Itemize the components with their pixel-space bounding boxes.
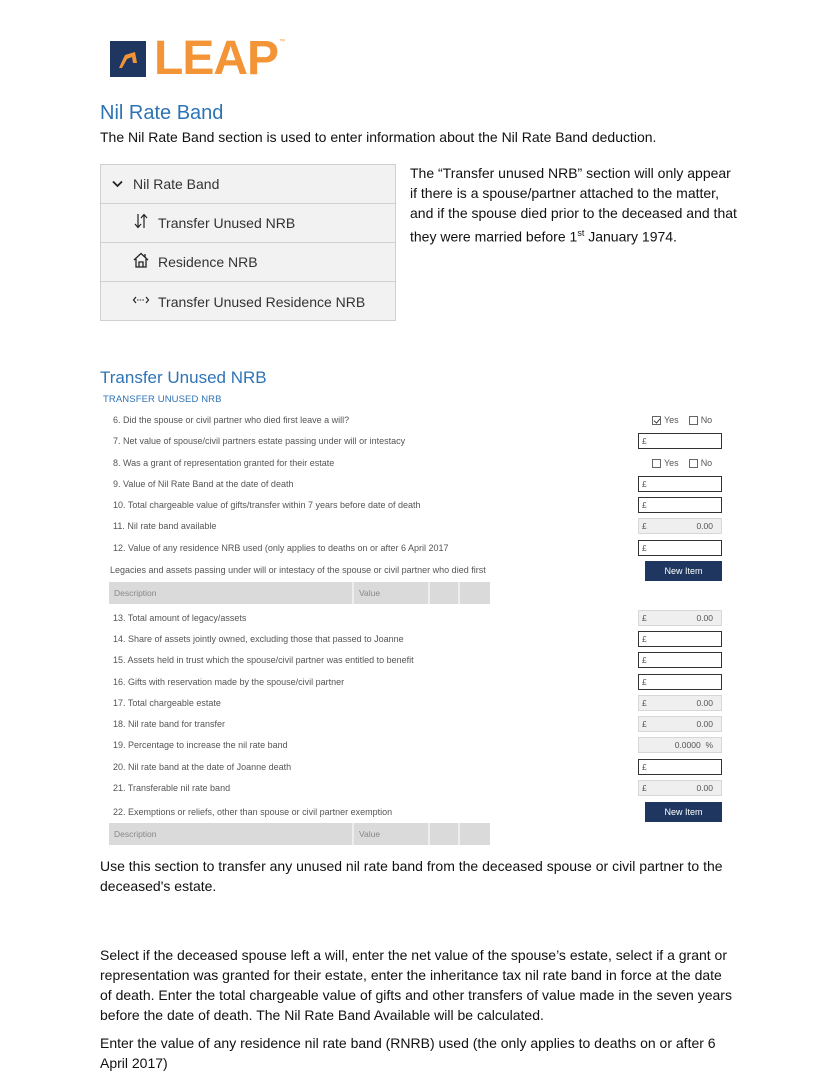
no-label: No: [700, 458, 713, 468]
field-value: [675, 738, 713, 752]
percent-unit: %: [705, 740, 713, 750]
grant-yes-checkbox[interactable]: [652, 458, 679, 468]
nav-item-nil-rate-band[interactable]: [101, 165, 395, 204]
col-action-1: [430, 823, 460, 845]
total-chargeable-field: [638, 695, 722, 711]
nrb-value-input[interactable]: [638, 476, 722, 492]
note-superscript: st: [577, 228, 585, 238]
row-label-9: 9. Value of Nil Rate Band at the date of death: [113, 479, 294, 489]
transfer-nrb-note: [410, 163, 740, 247]
col-value: Value: [354, 823, 430, 845]
row-label-10: 10. Total chargeable value of gifts/transfer within 7 years before date of death: [113, 500, 421, 510]
percent-value: 0.0000: [674, 740, 701, 750]
new-item-exemptions-button[interactable]: New Item: [645, 802, 722, 822]
legacies-table-header: [109, 582, 490, 604]
body-paragraph-2: Select if the deceased spouse left a will, enter the net value of the spouse’s estate, select if a grant or representation was granted for their estate, enter the inheritance tax nil rate band in force at the date of death. Enter the total chargeable value of gifts and other transfers of value made in the seven years before the date of death. The Nil Rate Band Available will be calculated.: [100, 947, 732, 1023]
col-action-1: [430, 582, 460, 604]
logo-text: LEAP: [154, 32, 279, 85]
nil-rate-band-intro: The Nil Rate Band section is used to enter information about the Nil Rate Band deduction.: [100, 129, 657, 145]
currency-symbol: £: [642, 698, 647, 708]
percentage-increase-field: [638, 737, 722, 753]
nrb-for-transfer-field: [638, 716, 722, 732]
logo-trademark: ™: [279, 39, 286, 45]
nav-item-label: Nil Rate Band: [133, 176, 220, 192]
body-paragraph-3: Enter the value of any residence nil rate band (RNRB) used (the only applies to deaths on or after 6 April 2017): [100, 1035, 716, 1071]
form-title: TRANSFER UNUSED NRB: [103, 394, 222, 405]
leap-logo: [110, 32, 286, 85]
field-value: 0.00: [696, 719, 713, 729]
row-label-legacies: Legacies and assets passing under will or intestacy of the spouse or civil partner who died first: [110, 565, 486, 575]
nrb-at-death-input[interactable]: [638, 759, 722, 775]
row-label-7: 7. Net value of spouse/civil partners estate passing under will or intestacy: [113, 436, 406, 446]
field-value: 0.00: [696, 521, 713, 531]
field-value: 0.00: [696, 783, 713, 793]
row-label-12: 12. Value of any residence NRB used (only applies to deaths on or after 6 April 2017: [113, 543, 449, 553]
currency-symbol: £: [642, 613, 647, 623]
row-label-17: 17. Total chargeable estate: [113, 698, 221, 708]
will-yes-checkbox[interactable]: [652, 415, 679, 425]
net-value-estate-input[interactable]: [638, 433, 722, 449]
jointly-owned-input[interactable]: [638, 631, 722, 647]
exemptions-table-header: [109, 823, 490, 845]
nav-item-transfer-unused-nrb[interactable]: [101, 204, 395, 243]
note-text: The “Transfer unused NRB” section will only appear if there is a spouse/partner attached to the matter, and if the spouse died prior to the deceased and that they were married before 1: [410, 165, 737, 245]
currency-symbol: £: [642, 655, 647, 665]
house-icon: [131, 251, 151, 273]
row-label-19: 19. Percentage to increase the nil rate band: [113, 740, 288, 750]
currency-symbol: £: [642, 479, 647, 489]
checkbox-empty-icon: [689, 416, 698, 425]
col-action-2: [460, 823, 490, 845]
row-label-20: 20. Nil rate band at the date of Joanne death: [113, 762, 292, 772]
will-no-checkbox[interactable]: [689, 415, 713, 425]
trust-assets-input[interactable]: [638, 652, 722, 668]
chevron-down-icon: [111, 177, 123, 191]
grant-yesno: [652, 458, 722, 468]
leap-logo-mark-icon: [110, 41, 146, 77]
currency-symbol: £: [642, 783, 647, 793]
row-label-13: 13. Total amount of legacy/assets: [113, 613, 247, 623]
row-label-14: 14. Share of assets jointly owned, excluding those that passed to Joanne: [113, 634, 404, 644]
nav-item-label: Transfer Unused Residence NRB: [158, 293, 366, 310]
horizontal-arrows-icon: [131, 291, 151, 313]
nav-item-label: Residence NRB: [158, 254, 258, 270]
nil-rate-band-heading: Nil Rate Band: [100, 102, 224, 124]
yes-label: Yes: [664, 458, 679, 468]
nav-item-transfer-unused-residence-nrb[interactable]: [101, 282, 395, 321]
currency-symbol: £: [642, 719, 647, 729]
col-value: Value: [354, 582, 430, 604]
currency-symbol: £: [642, 543, 647, 553]
yes-label: Yes: [664, 415, 679, 425]
transferable-nrb-field: [638, 780, 722, 796]
nav-item-label: Transfer Unused NRB: [158, 215, 296, 231]
total-legacy-field: [638, 610, 722, 626]
checkbox-empty-icon: [652, 459, 661, 468]
currency-symbol: £: [642, 634, 647, 644]
transfer-arrows-icon: [131, 212, 151, 234]
nrb-available-field: [638, 518, 722, 534]
row-label-11: 11. Nil rate band available: [113, 521, 217, 531]
checkbox-empty-icon: [689, 459, 698, 468]
col-description: Description: [109, 823, 354, 845]
field-value: 0.00: [696, 613, 713, 623]
currency-symbol: £: [642, 500, 647, 510]
nil-rate-band-nav: [100, 164, 396, 321]
grant-no-checkbox[interactable]: [689, 458, 713, 468]
will-yesno: [652, 415, 722, 425]
row-label-21: 21. Transferable nil rate band: [113, 783, 231, 793]
residence-nrb-used-input[interactable]: [638, 540, 722, 556]
field-value: 0.00: [696, 698, 713, 708]
checkbox-checked-icon: [652, 416, 661, 425]
col-description: Description: [109, 582, 354, 604]
row-label-6: 6. Did the spouse or civil partner who died first leave a will?: [113, 415, 350, 425]
col-action-2: [460, 582, 490, 604]
currency-symbol: £: [642, 521, 647, 531]
row-label-8: 8. Was a grant of representation granted for their estate: [113, 458, 335, 468]
row-label-22: 22. Exemptions or reliefs, other than spouse or civil partner exemption: [113, 807, 393, 817]
new-item-legacies-button[interactable]: New Item: [645, 561, 722, 581]
currency-symbol: £: [642, 762, 647, 772]
no-label: No: [700, 415, 713, 425]
currency-symbol: £: [642, 436, 647, 446]
gifts-value-input[interactable]: [638, 497, 722, 513]
body-paragraph-1: Use this section to transfer any unused nil rate band from the deceased spouse or civil partner to the deceased's estate.: [100, 858, 723, 894]
note-tail: January 1974.: [584, 228, 677, 245]
currency-symbol: £: [642, 677, 647, 687]
row-label-16: 16. Gifts with reservation made by the spouse/civil partner: [113, 677, 345, 687]
row-label-15: 15. Assets held in trust which the spouse/civil partner was entitled to benefit: [113, 655, 414, 665]
transfer-unused-nrb-heading: Transfer Unused NRB: [100, 368, 267, 387]
row-label-18: 18. Nil rate band for transfer: [113, 719, 226, 729]
gifts-reservation-input[interactable]: [638, 674, 722, 690]
nav-item-residence-nrb[interactable]: [101, 243, 395, 282]
